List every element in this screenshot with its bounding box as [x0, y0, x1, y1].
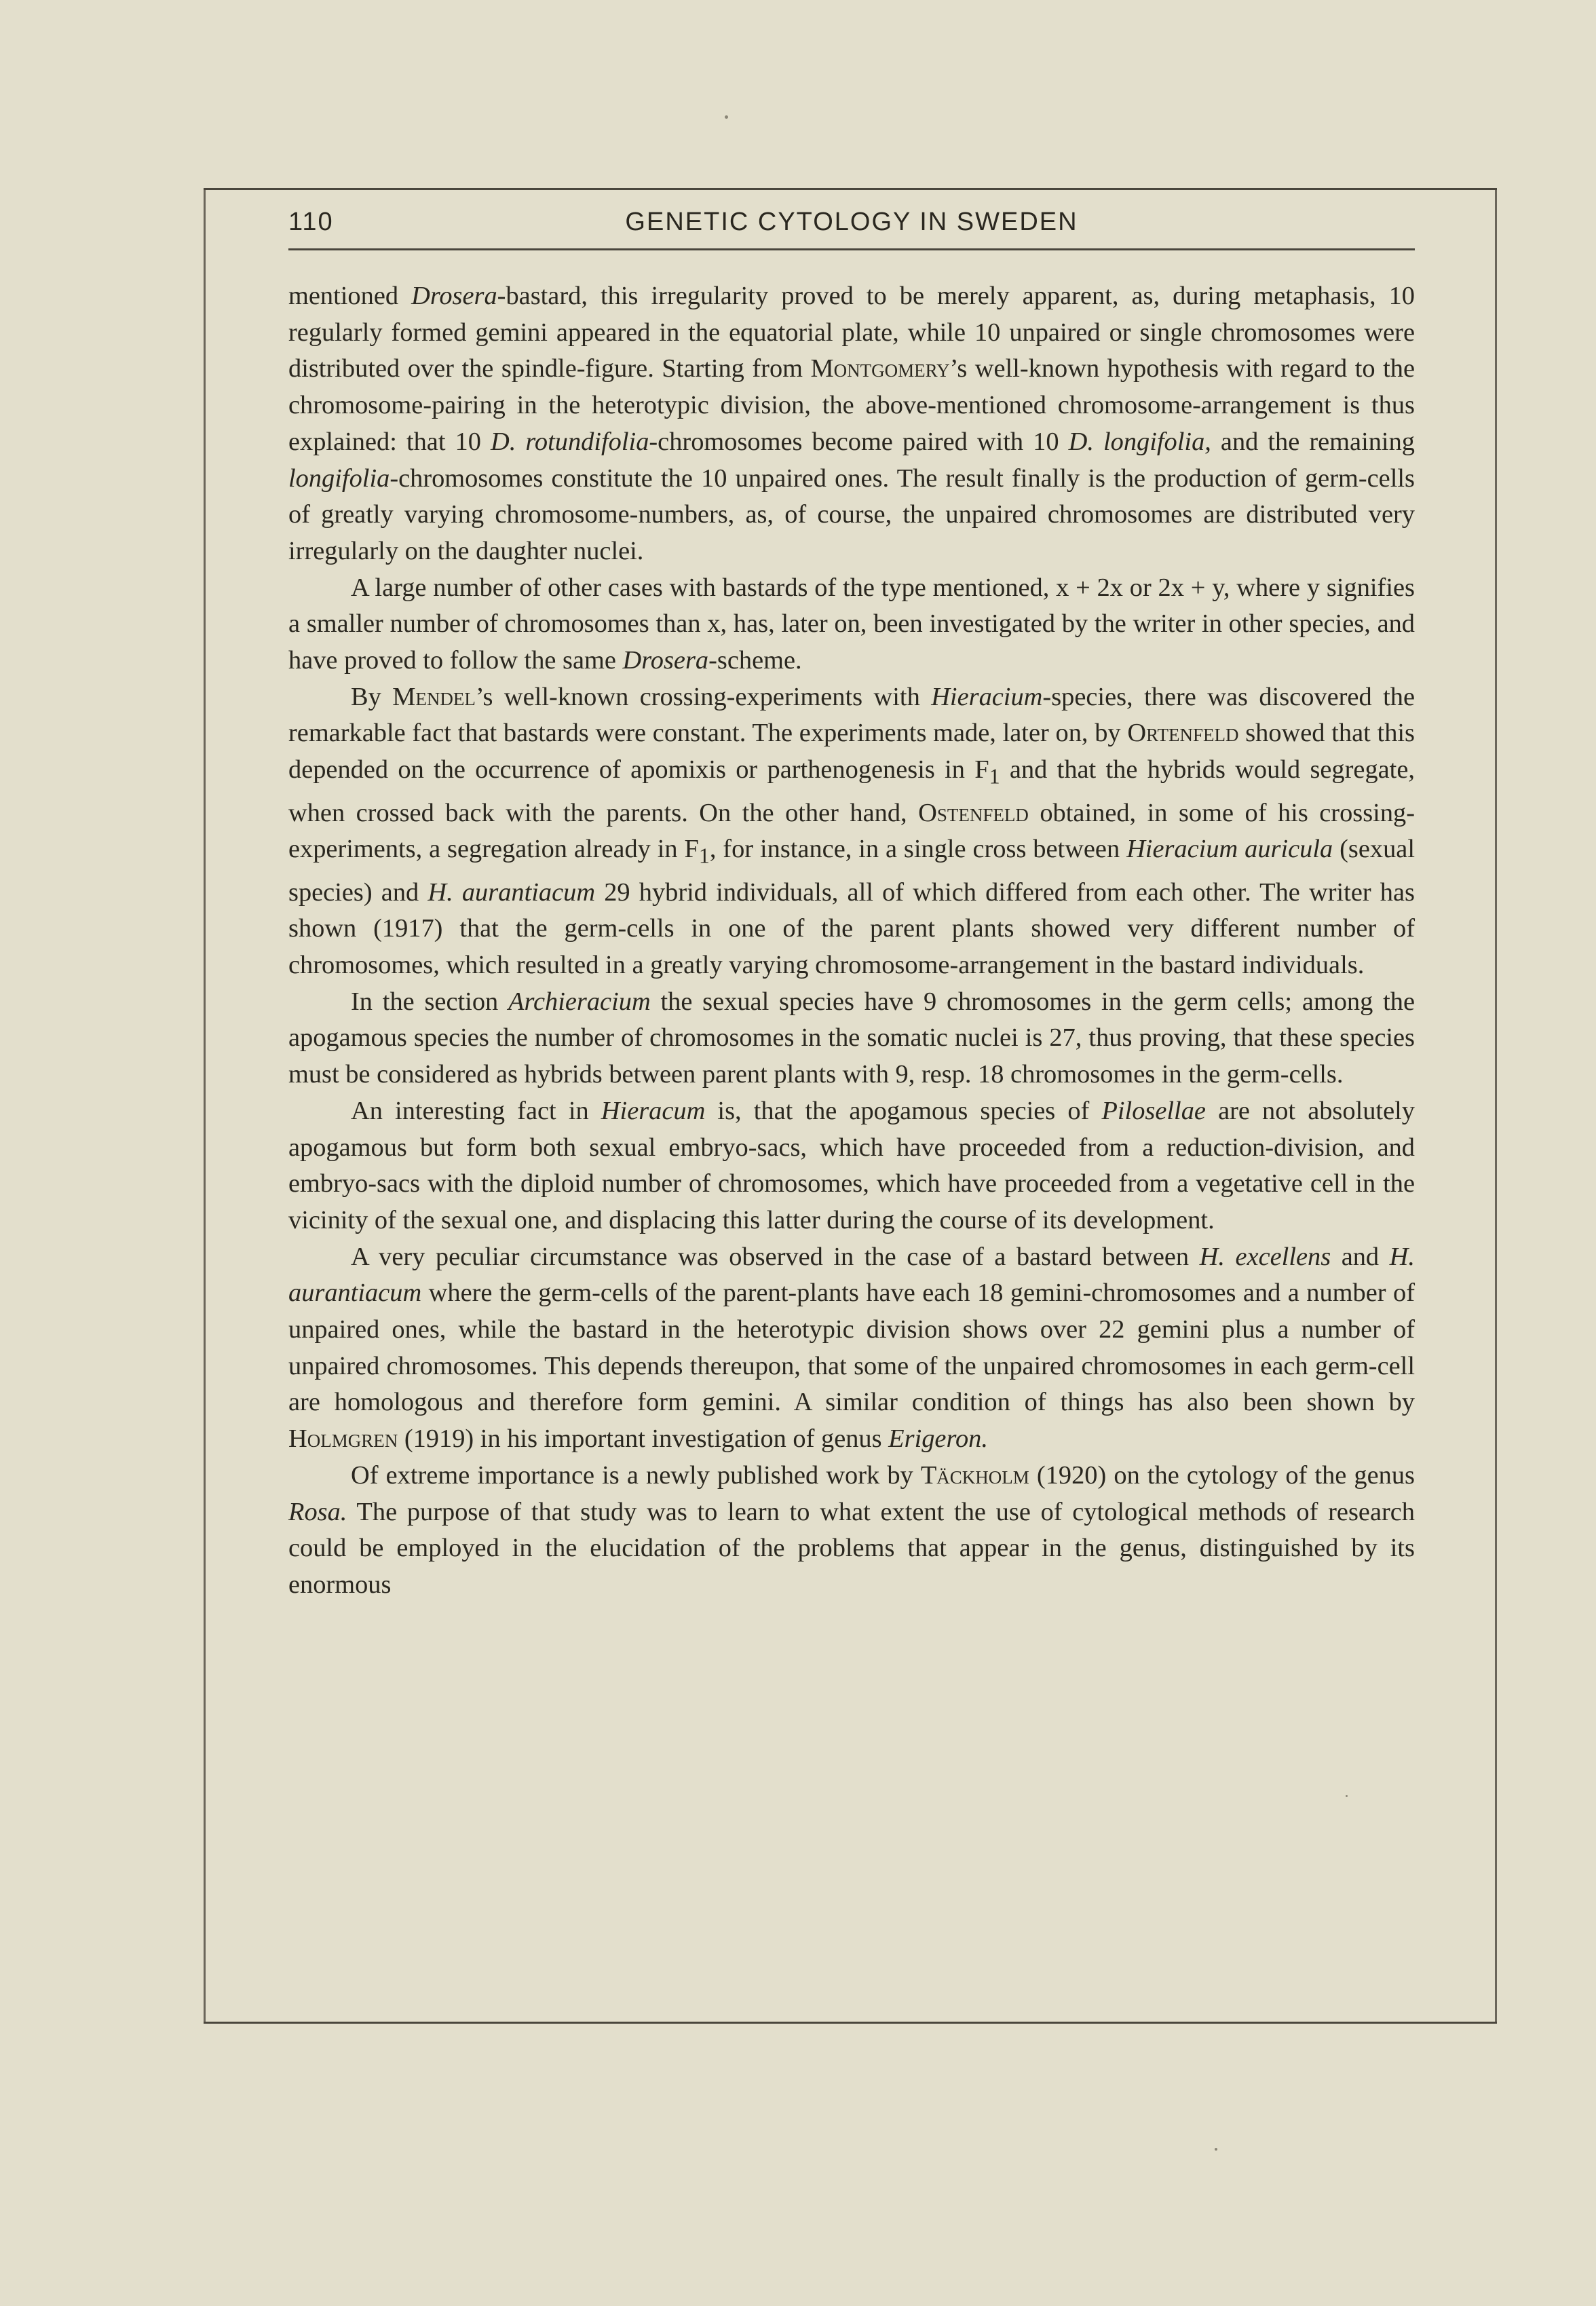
- text-run: 29 hybrid individuals, all of which differed from each other. The writer has shown (1917) that the germ-cells in one of the parent plants showed very different number of chromosomes, which resulted in a greatly varying chromosome-arrangement in the bastard individuals.: [288, 877, 1415, 979]
- paper-speck: [1215, 2148, 1217, 2151]
- italic-run: H. aurantiacum: [428, 877, 596, 907]
- italic-run: D. rotundifolia: [491, 427, 649, 456]
- italic-run: Hieracium auricula: [1126, 835, 1333, 864]
- italic-run: D. longifolia,: [1068, 427, 1211, 456]
- running-title: GENETIC CYTOLOGY IN SWEDEN: [625, 208, 1078, 236]
- italic-run: Drosera: [411, 282, 497, 310]
- text-run: (1919) in his important investigation of genus: [398, 1424, 889, 1454]
- text-run: The purpose of that study was to learn to what extent the use of cytological methods of research could be employed in the elucidation of the problems that appear in the genus, distinguished by its enormous: [288, 1497, 1415, 1599]
- paragraph-3: [288, 679, 1415, 984]
- paper-speck: [1346, 1795, 1348, 1797]
- author-name: Holmgren: [288, 1424, 398, 1454]
- paragraph-7: [288, 1458, 1415, 1604]
- italic-run: H. aurantiacum: [288, 1242, 1415, 1308]
- paragraph-5: [288, 1093, 1415, 1239]
- text-run: -chromosomes constitute the 10 unpaired ones. The result finally is the production of germ-cells of greatly varying chromosome-numbers, as, of course, the unpaired chromosomes are distributed very irregularly on the daughter nuclei.: [288, 464, 1415, 565]
- text-run: By: [351, 682, 393, 711]
- text-run: (sexual species) and: [288, 835, 1415, 907]
- text-run: and the remaining: [1211, 427, 1415, 456]
- author-name: Mendel: [392, 682, 476, 711]
- text-run: -species, there was discovered the remarkable fact that bastards were constant. The experiments made, later on, by: [288, 682, 1415, 748]
- author-name: Ostenfeld: [918, 798, 1029, 827]
- paper-speck: [725, 115, 728, 119]
- text-run: the sexual species have 9 chromosomes in the germ cells; among the apogamous species the number of chromosomes in the somatic nuclei is 27, thus proving, that these species must be considered as hybrids between parent plants with 9, resp. 18 chromosomes in the germ-cells.: [288, 987, 1415, 1089]
- italic-run: Pilosellae: [1101, 1096, 1206, 1125]
- italic-run: H. excellens: [1199, 1242, 1331, 1271]
- subscript: 1: [698, 843, 710, 868]
- text-run: An interesting fact in: [351, 1096, 601, 1125]
- text-run: -chromosomes become paired with 10: [649, 427, 1069, 456]
- text-run: A large number of other cases with bastards of the type mentioned, x + 2x or 2x + y, where y signifies a smaller number of chromosomes than x, has, later on, been investigated by the writer in other species, and have proved to follow the same: [288, 573, 1415, 675]
- text-run: In the section: [351, 987, 509, 1016]
- paragraph-1: [288, 278, 1415, 570]
- text-run: Of extreme importance is a newly published work by: [351, 1460, 921, 1490]
- text-run: obtained, in some of his crossing-experiments, a segregation already in F: [288, 798, 1415, 864]
- text-run: mentioned: [288, 282, 412, 310]
- italic-run: Drosera: [622, 646, 709, 675]
- italic-run: longifolia: [288, 464, 390, 493]
- text-run: and that the hybrids would segregate, when crossed back with the parents. On the other hand,: [288, 755, 1415, 827]
- text-run: where the germ-cells of the parent-plants have each 18 gemini-chromosomes and a number of unpaired ones, while the bastard in the heterotypic division shows over 22 gemini plus a number of unpaired chromosomes. This depends thereupon, that some of the unpaired chromosomes in each germ-cell are homologous and therefore form gemini. A similar condition of things has also been shown by: [288, 1279, 1415, 1417]
- italic-run: Hieracium: [931, 682, 1043, 711]
- paragraph-4: [288, 984, 1415, 1093]
- text-run: and: [1331, 1242, 1390, 1271]
- text-run: ’s well-known crossing-experiments with: [475, 682, 932, 711]
- body-text: [288, 278, 1415, 1604]
- running-header: [288, 204, 1415, 250]
- author-name: Ortenfeld: [1127, 719, 1239, 748]
- subscript: 1: [989, 763, 1000, 789]
- author-name: Täckholm: [920, 1460, 1029, 1490]
- paragraph-2: [288, 570, 1415, 679]
- italic-run: Erigeron.: [888, 1424, 988, 1454]
- italic-run: Rosa.: [288, 1497, 347, 1526]
- text-run: is, that the apogamous species of: [705, 1096, 1102, 1125]
- author-name: Montgomery: [810, 354, 950, 383]
- text-run: , for instance, in a single cross between: [709, 835, 1127, 864]
- page-number: 110: [288, 208, 334, 236]
- text-run: ’s well-known hypothesis with regard to the chromosome-pairing in the heterotypic division, the above-mentioned chromosome-arrangement is thus explained: that 10: [288, 354, 1415, 456]
- text-run: (1920) on the cytology of the genus: [1029, 1460, 1416, 1490]
- text-run: -bastard, this irregularity proved to be merely apparent, as, during metaphasis, 10 regularly formed gemini appeared in the equatorial plate, while 10 unpaired or single chromosomes were distributed over the spindle-figure. Starting from: [288, 282, 1416, 383]
- text-run: -scheme.: [708, 646, 802, 675]
- paragraph-6: [288, 1239, 1415, 1458]
- italic-run: Hieracum: [601, 1096, 706, 1125]
- italic-run: Archieracium: [508, 987, 651, 1016]
- text-run: showed that this depended on the occurrence of apomixis or parthenogenesis in F: [288, 719, 1416, 785]
- text-run: A very peculiar circumstance was observed in the case of a bastard between: [351, 1242, 1200, 1271]
- text-run: are not absolutely apogamous but form both sexual embryo-sacs, which have proceeded from a reduction-division, and embryo-sacs with the diploid number of chromosomes, which have proceeded from a vegetative cell in the vicinity of the sexual one, and displacing this latter during the course of its development.: [288, 1096, 1416, 1234]
